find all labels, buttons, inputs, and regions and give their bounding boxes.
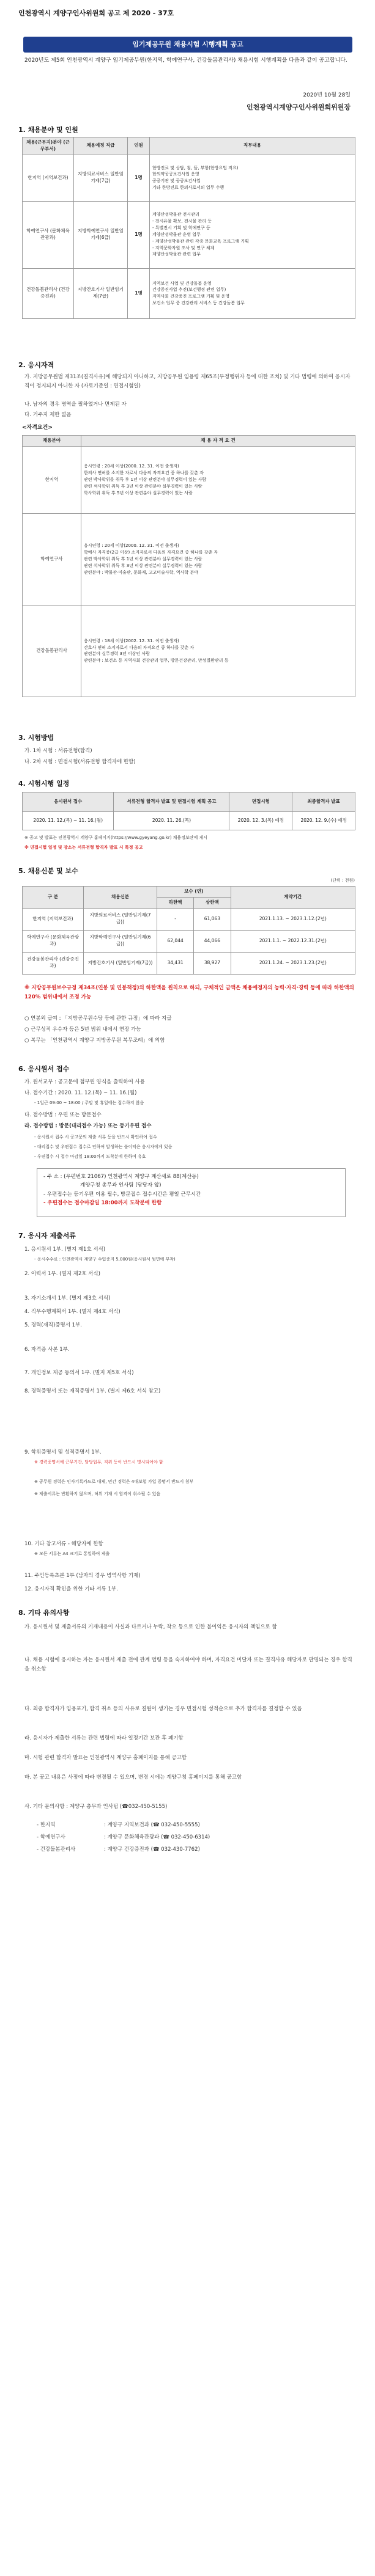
- td: 한지역 (지역보건과): [23, 155, 74, 201]
- section-8-title: 8. 기타 유의사항: [18, 1609, 70, 1617]
- s6-p3: 다. 접수방법 : 우편 또는 방문접수: [24, 1112, 102, 1118]
- th: 서류전형 합격자 발표 및 면접시험 계획 공고: [114, 792, 229, 812]
- th: 보수 (연): [157, 887, 231, 898]
- td: 계양산성박물관 전시관리 - 전시유물 확보, 전시물 관리 등 - 특별전시 기획 및 학예연구 등 계양산성박물관 운영 업무 - 계양산성박물관 관련 각종 문화교육 프로그램 기획 - 지역문화자원 조사 및 연구 체계 계양산성박물관 관련 업무: [150, 201, 355, 268]
- s8-item-3: 다. 최종 합격자가 임용포기, 합격 취소 등의 사유로 결원이 생기는 경우 면접시험 성적순으로 추가 합격자를 결정할 수 있음: [24, 1706, 302, 1712]
- s5-note-3: ○ 근무성적 우수자 등은 5년 범위 내에서 연장 가능: [24, 1026, 141, 1033]
- s7-item-1: 1. 응시원서 1부. (별지 제1호 서식): [24, 1246, 106, 1253]
- contact-name: - 학예연구사: [37, 1834, 65, 1840]
- s8-item-4: 라. 응시자가 제출한 서류는 관련 법령에 따라 일정기간 보관 후 폐기함: [24, 1735, 184, 1741]
- s7-item-2: 2. 이력서 1부. (별지 제2호 서식): [24, 1271, 100, 1277]
- s3-p2: 나. 2차 시험 : 면접시험(서류전형 합격자에 한함): [24, 759, 136, 765]
- section-4-title: 4. 시험시행 일정: [18, 780, 70, 788]
- s7-item-11: 11. 주민등록초본 1부 (남자의 경우 병역사항 기재): [24, 1573, 141, 1579]
- s7-warn-1: ※ 경력증명서에 근무기간, 담당업무, 직위 등이 반드시 명시되어야 함: [34, 1460, 163, 1465]
- td: 지방간호기사 일반임기제(7급): [74, 268, 128, 318]
- th: 상한액: [194, 897, 231, 908]
- box-line-4: - 우편접수는 접수마감일 18:00까지 도착분에 한함: [43, 1200, 162, 1207]
- s6-p2: 나. 접수기간 : 2020. 11. 12.(목) ~ 11. 16.(월): [24, 1090, 137, 1096]
- th: 채용신분: [84, 887, 157, 909]
- s8-item-5: 마. 시험 관련 합격자 발표는 인천광역시 계양구 홈페이지를 통해 공고함: [24, 1755, 187, 1761]
- section-1-title: 1. 채용분야 및 인원: [18, 126, 78, 134]
- s7-item-1b: - 응시수수료 : 인천광역시 계양구 수입증지 5,000원(응시원서 뒷면에 부착): [34, 1257, 176, 1262]
- s8-item-6: 바. 본 공고 내용은 사정에 따라 변경될 수 있으며, 변경 시에는 계양구청 홈페이지를 통해 공고함: [24, 1774, 242, 1780]
- contact-desc: : 계양구 건강증진과 (☎ 032-430-7762): [104, 1846, 200, 1853]
- td: 응시연령 : 20세 이상(2000. 12. 31. 이전 출생자) 한의사 면허를 소지한 자로서 다음의 자격요건 중 하나를 갖춘 자 관련 박사학위를 취득 후 1년 이상 관련분야 실무경력이 있는 사람 관련 석사학위 취득 후 3년 이상 관련분야 실무경력이 있는 사람 학사학위 취득 후 5년 이상 관련분야 실무경력이 있는 사람: [81, 446, 355, 513]
- s5-note-1: ※ 지방공무원보수규정 제34조(연봉 및 연봉책정)의 하한액을 원칙으로 하되, 구체적인 금액은 채용예정자의 능력·자격·경력 등에 따라 하한액의 120% 범위내에서 조정 가능: [24, 985, 354, 1000]
- contact-name: - 한지역: [37, 1822, 56, 1828]
- td: 응시연령 : 20세 이상(2000. 12. 31. 이전 출생자) 학예사 자격증(2급 이상) 소지자로서 다음의 자격요건 중 하나를 갖춘 자 관련 박사학위 취득 후 1년 이상 관련분야 실무경력이 있는 사람 관련 석사학위 취득 후 3년 이상 관련분야 실무경력이 있는 사람 관련분야 : 박물관·미술관, 문화재, 고고미술사학, 역사학 분야: [81, 513, 355, 605]
- s6-p1: 가. 원서교부 : 공고문에 첨부된 양식을 출력하여 사용: [24, 1079, 145, 1085]
- td: 한방진료 및 상담, 침, 뜸, 부항(한방요법 적요) 한의약공공보건사업 운영 공공기관 및 공공보건사업 기타 한방진료 한의사로서의 업무 수행: [150, 155, 355, 201]
- td: 학예연구사 (문화체육관광과): [23, 201, 74, 268]
- s7-item-8: 8. 경력증명서 또는 재직증명서 1부. (별지 제6호 서식 참고): [24, 1388, 161, 1394]
- td: 지방의료서비스 (일반임기제(7급)): [84, 908, 157, 930]
- th: 면접시험: [229, 792, 292, 812]
- td: 지방학예연구사 (일반임기제(6급)): [84, 930, 157, 952]
- th: 인원: [128, 137, 150, 155]
- td: 건강돌봄관리사: [23, 605, 81, 697]
- contact-row-1: [37, 1821, 367, 1830]
- td: 2020. 11. 26.(목): [114, 812, 229, 830]
- title-banner: 임기제공무원 채용시험 시행계획 공고: [23, 37, 352, 53]
- contact-row-2: [37, 1833, 367, 1842]
- section-6-title: 6. 응시원서 접수: [18, 1065, 70, 1073]
- td: 2020. 12. 3.(목) 예정: [229, 812, 292, 830]
- td: 건강돌봄관리사 (건강증진과): [23, 268, 74, 318]
- s6-p4c: - 대리접수 및 우편접수 접수로 인하여 발생하는 불이익은 응시자에게 있음: [34, 1144, 173, 1149]
- section-3-title: 3. 시험방법: [18, 734, 54, 742]
- td: 지방학예연구사 일반임기제(6급): [74, 201, 128, 268]
- td: 61,063: [194, 908, 231, 930]
- s4-note-1: ※ 공고 및 발표는 인천광역시 계양구 홈페이지(https://www.gyeyang.go.kr) 채용정보란에 게시: [24, 835, 207, 840]
- s7-item-10: 10. 기타 참고서류 - 해당자에 한함: [24, 1541, 103, 1547]
- s4-note-2: ※ 면접시험 일정 및 장소는 서류전형 합격자 발표 시 특정 공고: [24, 845, 143, 850]
- th: 직무내용: [150, 137, 355, 155]
- s6-p2b: - 1일근 09:00 ~ 18:00 / 주말 및 휴일에는 접수하지 않음: [34, 1100, 144, 1105]
- th: 하한액: [157, 897, 194, 908]
- signer: 인천광역시계양구인사위원회위원장: [246, 103, 351, 111]
- s8-item-2: 나. 채용 시험에 응시하는 자는 응시원서 제출 전에 관계 법령 등을 숙지하여야 하며, 자격요건 미달자 또는 결격사유 해당자로 판명되는 경우 합격을 취소함: [24, 1657, 352, 1672]
- th: 응시원서 접수: [23, 792, 114, 812]
- box-line-2: 계양구청 총무과 인사팀 (담당자 앞): [80, 1182, 162, 1189]
- qualification-table: [22, 435, 355, 697]
- td: 62,044: [157, 930, 194, 952]
- th: 채용예정 직급: [74, 137, 128, 155]
- td: 34,431: [157, 952, 194, 974]
- td: 응시연령 : 18세 이상(2002. 12. 31. 이전 출생자) 간호사 면허 소지자로서 다음의 자격요건 중 하나를 갖춘 자 관련분야 실무경력 3년 이상인 사람 관련분야 : 보건소 등 지역사회 건강관리 업무, 방문건강관리, 만성질환관리 등: [81, 605, 355, 697]
- s7-warn-4: ※ 모든 서류는 A4 크기로 통일하여 제출: [34, 1551, 110, 1556]
- td: 한지역 (지역보건과): [23, 908, 84, 930]
- td: 2021.1.13. ~ 2023.1.12.(2년): [231, 908, 355, 930]
- s5-note-2: ○ 연봉외 급여 : 「지방공무원수당 등에 관한 규정」에 따라 지급: [24, 1015, 172, 1022]
- td: -: [157, 908, 194, 930]
- s2-p2: 나. 남자의 경우 병역을 필하였거나 면제된 자: [24, 401, 127, 408]
- recruit-table: [22, 137, 355, 319]
- s6-p4d: - 우편접수 시 접수 마감일 18:00까지 도착분에 한하여 유효: [34, 1154, 146, 1159]
- page-header: 인천광역시 계양구인사위원회 공고 제 2020 - 37호: [18, 9, 174, 17]
- s6-p4: 라. 접수방법 : 방문(대리접수 가능) 또는 등기우편 접수: [24, 1123, 152, 1129]
- s7-item-6: 6. 자격증 사본 1부.: [24, 1347, 70, 1353]
- box-line-1: - 주 소 : (우편번호 21067) 인천광역시 계양구 계산새로 88(계산동): [43, 1174, 199, 1180]
- s7-item-5: 5. 경력(재직)증명서 1부.: [24, 1322, 82, 1328]
- salary-table: [22, 886, 355, 975]
- td: 2021.1.24. ~ 2023.1.23.(2년): [231, 952, 355, 974]
- th: 채용(근무지)분야 (근무부서): [23, 137, 74, 155]
- td: 2021.1.1. ~ 2022.12.31.(2년): [231, 930, 355, 952]
- s7-item-9: 9. 학위증명서 및 성적증명서 1부.: [24, 1449, 102, 1455]
- td: 건강돌봄관리사 (건강증진과): [23, 952, 84, 974]
- contact-name: - 건강돌봄관리사: [37, 1846, 76, 1853]
- s2-p1: 가. 지방공무원법 제31조(결격사유)에 해당되지 아니하고, 지방공무원 임용령 제65조(부정행위자 등에 대한 조치) 및 기타 법령에 의하여 응시자격이 정지되지 아니한 자 (자료기준일 : 면접시험일): [24, 374, 351, 389]
- td: 2020. 11. 12.(목) ~ 11. 16.(월): [23, 812, 114, 830]
- schedule-table: [22, 792, 355, 830]
- section-7-title: 7. 응시자 제출서류: [18, 1232, 76, 1240]
- announce-date: 2020년 10월 28일: [303, 92, 351, 98]
- td: 지방의료서비스 일반임기제(7급): [74, 155, 128, 201]
- intro-text: 2020년도 제5회 인천광역시 계양구 임기제공무원(한지역, 학예연구사, 건강돌봄관리사) 채용시험 시행계획을 다음과 같이 공고합니다.: [24, 57, 347, 64]
- s5-note-4: ○ 복무는 「인천광역시 계양구 지방공무원 복무조례」에 의함: [24, 1037, 165, 1044]
- td: 1명: [128, 268, 150, 318]
- th: 채용분야: [23, 436, 81, 447]
- td: 38,927: [194, 952, 231, 974]
- td: 한지역: [23, 446, 81, 513]
- s2-sub: <자격요건>: [22, 425, 53, 431]
- th: 구 분: [23, 887, 84, 909]
- contact-desc: : 계양구 지역보건과 (☎ 032-450-5555): [104, 1822, 200, 1828]
- s7-item-3: 3. 자기소개서 1부. (별지 제3호 서식): [24, 1295, 111, 1301]
- s7-item-7: 7. 개인정보 제공 동의서 1부. (별지 제5호 서식): [24, 1370, 134, 1376]
- contact-desc: : 계양구 문화체육관광과 (☎ 032-450-6314): [104, 1834, 210, 1840]
- td: 2020. 12. 9.(수) 예정: [292, 812, 355, 830]
- s3-p1: 가. 1차 시험 : 서류전형(합격): [24, 748, 92, 754]
- th: 계약기간: [231, 887, 355, 909]
- s8-item-7: 사. 기타 문의사항 : 계양구 총무과 인사팀 (☎032-450-5155): [24, 1804, 168, 1810]
- s7-warn-3: ※ 제출서류는 반환하지 않으며, 허위 기재 시 합격이 취소될 수 있음: [34, 1491, 161, 1496]
- th: 채 용 자 격 요 건: [81, 436, 355, 447]
- s7-item-12: 12. 응시자격 확인을 위한 기타 서류 1부.: [24, 1586, 118, 1592]
- s2-p3: 다. 거주지 제한 없음: [24, 412, 72, 418]
- td: 1명: [128, 155, 150, 201]
- td: 1명: [128, 201, 150, 268]
- s6-p4b: - 응시원서 접수 시 공고문의 제출 서류 등을 반드시 확인하여 접수: [34, 1135, 157, 1140]
- td: 지방간호기사 (일반임기제(7급)): [84, 952, 157, 974]
- section-5-title: 5. 채용신분 및 보수: [18, 867, 78, 875]
- td: 44,066: [194, 930, 231, 952]
- s7-item-4: 4. 직무수행계획서 1부. (별지 제4호 서식): [24, 1309, 121, 1315]
- th: 최종합격자 발표: [292, 792, 355, 812]
- td: 지역보건 사업 및 건강돌봄 운영 건강증진사업 추진(보건행정 관련 업무) 지역사회 건강증진 프로그램 기획 및 운영 보건소 업무 중 건강관리 서비스 등 건강돌봄 업무: [150, 268, 355, 318]
- td: 학예연구사: [23, 513, 81, 605]
- s8-item-1: 가. 응시원서 및 제출서류의 기재내용이 사실과 다르거나 누락, 착오 등으로 인한 불이익은 응시자의 책임으로 함: [24, 1624, 277, 1630]
- td: 학예연구사 (문화체육관광과): [23, 930, 84, 952]
- section-2-title: 2. 응시자격: [18, 361, 54, 369]
- address-box: [37, 1168, 346, 1217]
- s5-unit: (단위 : 천원): [330, 878, 355, 883]
- contact-row-3: [37, 1845, 367, 1854]
- box-line-3: - 우편접수는 등기우편 이용 필수, 방문접수 접수시간은 평일 근무시간: [43, 1191, 201, 1198]
- s7-warn-2: ※ 공무원 경력은 인사기록카드로 대체, 민간 경력은 4대보험 가입 증명서 반드시 첨부: [34, 1479, 194, 1484]
